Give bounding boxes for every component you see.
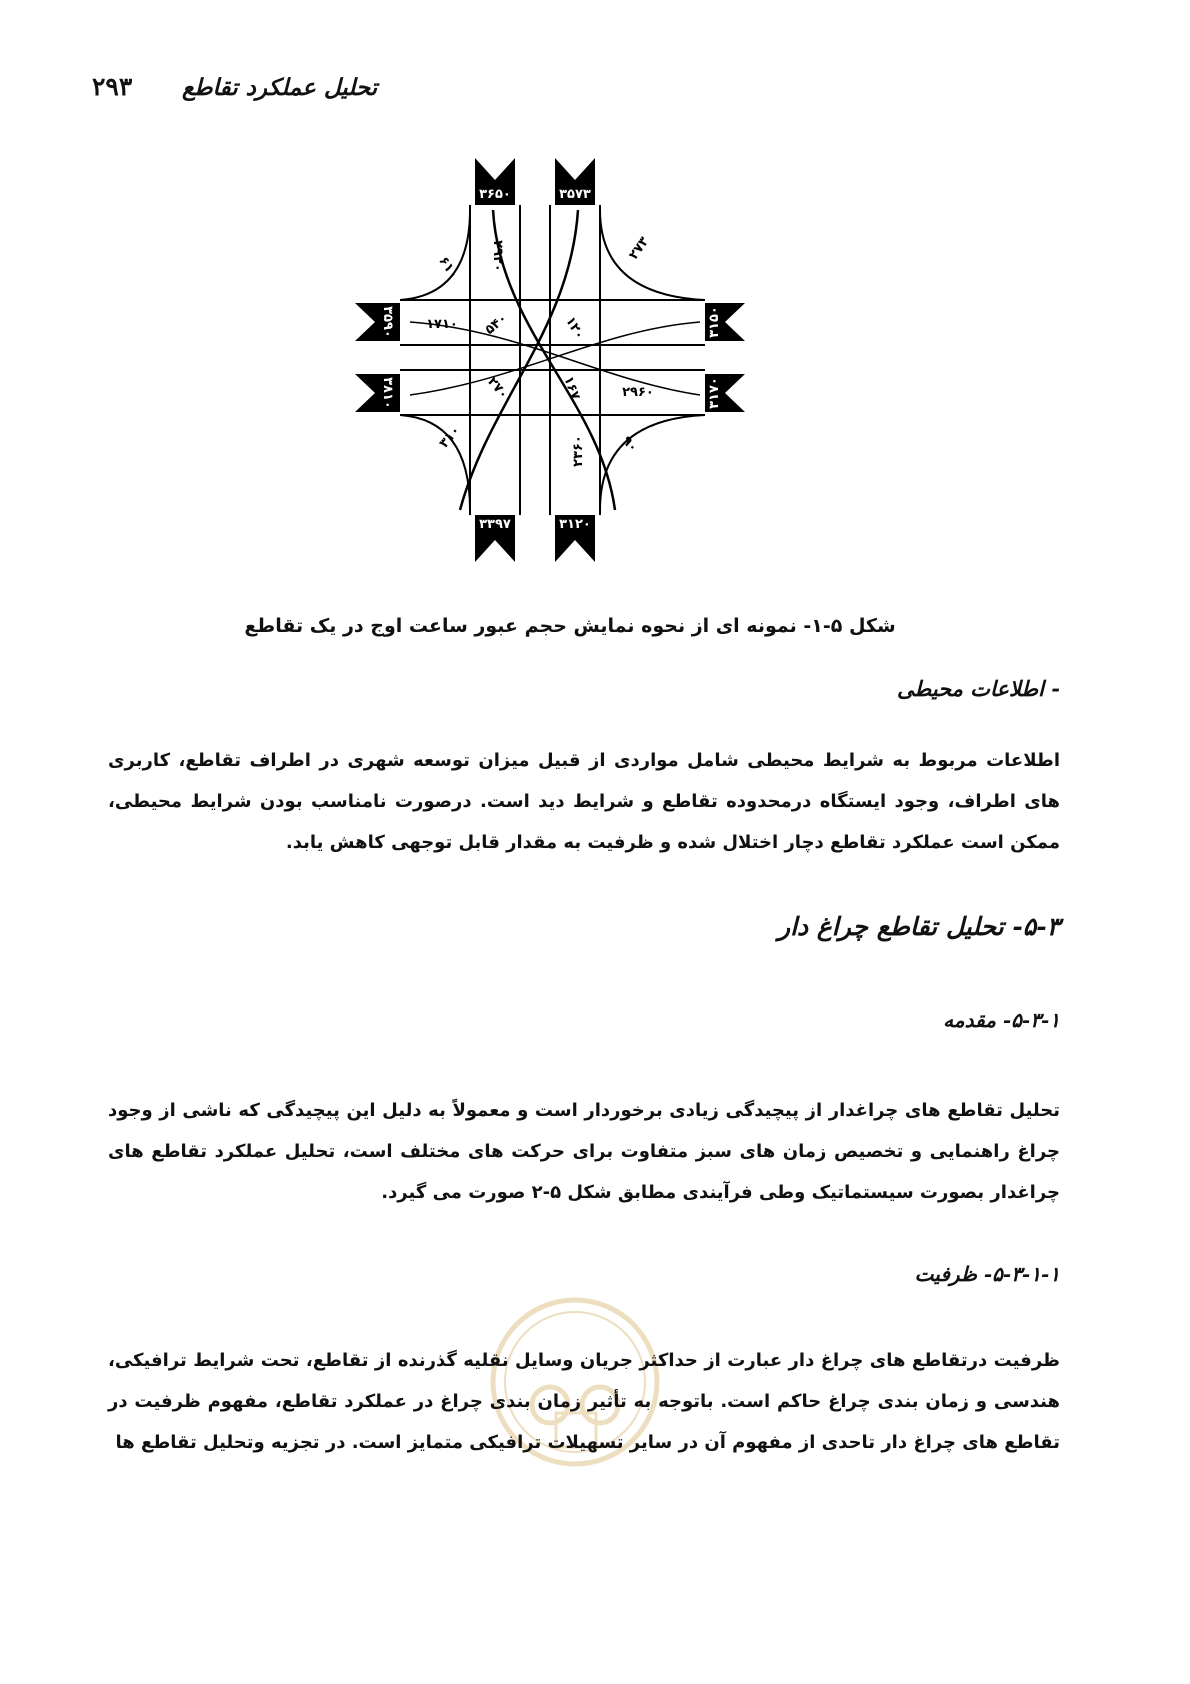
section-capacity-body: ظرفیت درتقاطع های چراغ دار عبارت از حداکثر جریان وسایل نقلیه گذرنده از تقاطع، تحت شرایط ترافیکی، هندسی و زمان بندی چراغ حاکم است. باتوجه به تأثیر زمان بندی چراغ در عملکرد تقاطع، مفهوم ظرفیت در تقاطع های چراغ دار تاحدی از مفهوم آن در سایر تسهیلات ترافیکی متمایز است. در تجزیه وتحلیل تقاطع ها — [108, 1350, 1060, 1453]
section-env-body: اطلاعات مربوط به شرایط محیطی شامل مواردی از قبیل میزان توسعه شهری در اطراف تقاطع، کاربری های اطراف، وجود ایستگاه درمحدوده تقاطع و شرایط دید است. درصورت نامناسب بودن شرایط محیطی، ممکن است عملکرد تقاطع دچار اختلال شده و ظرفیت به مقدار قابل توجهی کاهش یابد. — [108, 750, 1060, 853]
approach-south-right: ۳۱۲۰ — [559, 517, 591, 532]
road-outlines — [400, 205, 705, 515]
approach-west-bottom: ۳۸۱۰ — [380, 377, 395, 409]
section-capacity-heading: ۵-۳-۱-۱- ظرفیت — [914, 1262, 1060, 1286]
page-number: ۲۹۳ — [92, 72, 133, 101]
volume-nw-right-turn: ۶۱۰ — [435, 253, 462, 283]
volume-south-through: ۲۳۶۰ — [571, 435, 586, 467]
page-header — [92, 72, 392, 112]
approach-east-top: ۳۱۵۰ — [707, 306, 722, 338]
approach-west-top: ۳۵۹۰ — [380, 306, 395, 338]
section-intro-heading: ۵-۳-۱- مقدمه — [943, 1008, 1060, 1032]
volume-center-1: ۵۴۰ — [482, 310, 511, 338]
approach-north-left: ۳۶۵۰ — [479, 187, 511, 202]
figure-caption: شکل ۵-۱- نمونه ای از نحوه نمایش حجم عبور ساعت اوج در یک تقاطع — [244, 615, 896, 637]
volume-se-right-turn: ۹۰ — [618, 433, 641, 456]
volume-sw-right-turn: ۳۱۰ — [436, 423, 464, 452]
volume-east-through: ۲۹۶۰ — [622, 385, 654, 400]
volume-north-through: ۲۹۲۰ — [490, 240, 505, 272]
volume-center-4: ۱۶۷ — [560, 374, 583, 402]
chapter-title: تحلیل عملکرد تقاطع — [182, 74, 378, 101]
approach-south-left: ۳۳۹۷ — [479, 517, 511, 532]
section-intro-body: تحلیل تقاطع های چراغدار از پیچیدگی زیادی برخوردار است و معمولاً به دلیل این پیچیدگی که ناشی از وجود چراغ راهنمایی و تخصیص زمان های سبز متفاوت برای حرکت های مختلف است، تحلیل عملکرد تقاطع های چراغدار بصورت سیستماتیک وطی فرآیندی مطابق شکل ۵-۲ صورت می گیرد. — [108, 1100, 1060, 1203]
section-env-heading: - اطلاعات محیطی — [897, 676, 1060, 701]
intersection-volume-diagram — [350, 150, 770, 600]
approach-east-bottom: ۳۱۷۰ — [707, 377, 722, 409]
section-main-heading: ۵-۳- تحلیل تقاطع چراغ دار — [778, 912, 1060, 941]
volume-center-3: ۲۷۰ — [484, 374, 512, 403]
volume-ne-right-turn: ۲۷۳ — [626, 234, 653, 263]
approach-north-right: ۳۵۷۳ — [559, 187, 591, 202]
volume-center-2: ۱۲۰ — [562, 314, 588, 343]
volume-west-through: ۱۷۱۰ — [426, 317, 458, 332]
